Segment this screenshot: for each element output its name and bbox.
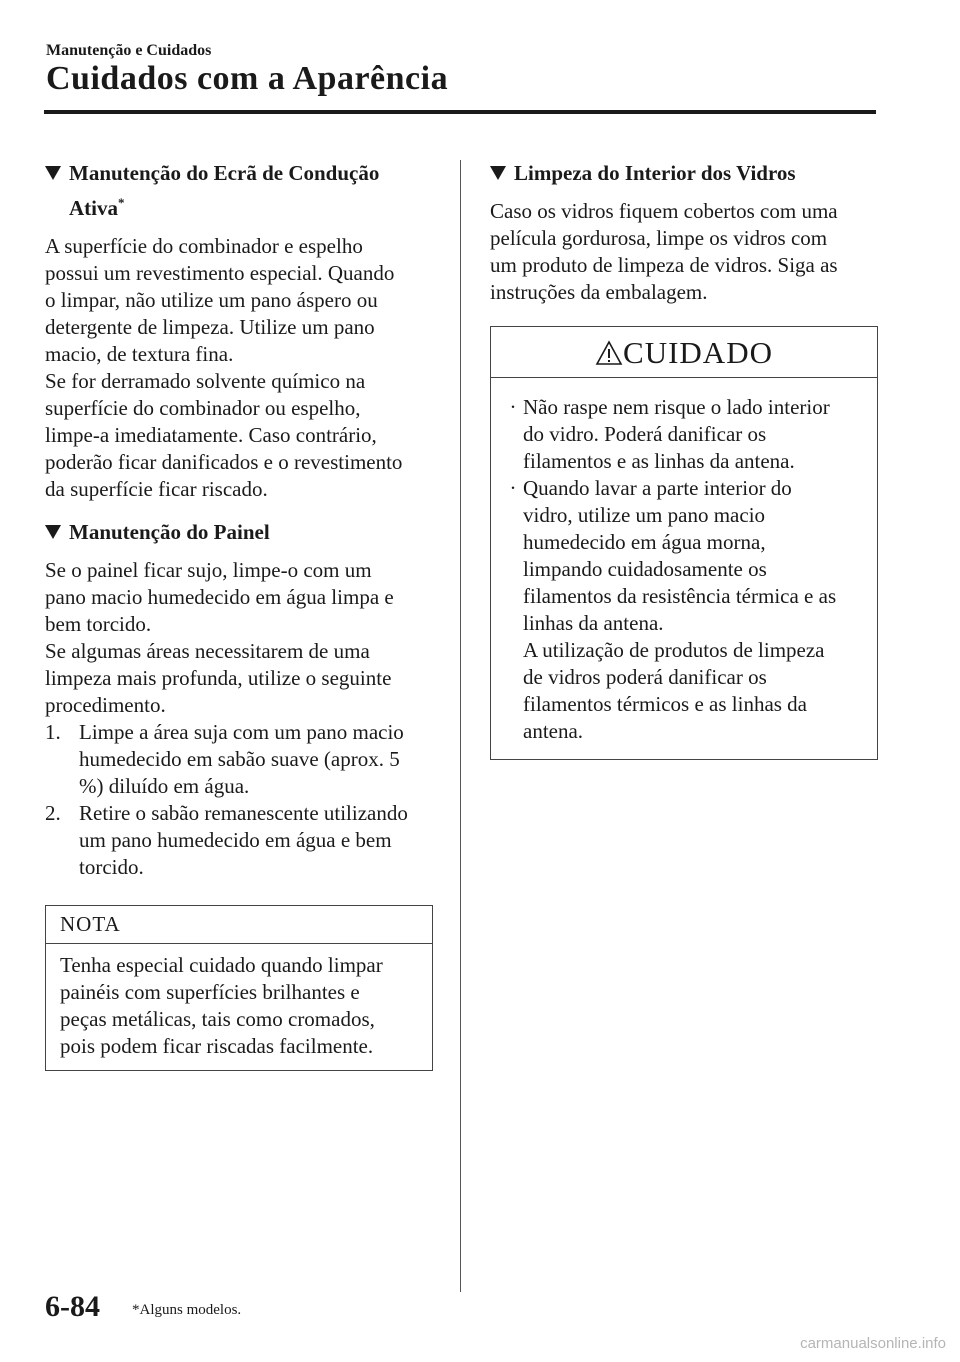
paragraph-window-cleaning bbox=[490, 198, 880, 306]
text-line: painéis com superfícies brilhantes e bbox=[60, 980, 360, 1004]
text-line: detergente de limpeza. Utilize um pano bbox=[45, 315, 375, 339]
chapter-title: Cuidados com a Aparência bbox=[46, 60, 449, 97]
triangle-bullet-icon bbox=[45, 525, 61, 539]
text-line: %) diluído em água. bbox=[79, 774, 250, 798]
text-line: humedecido em sabão suave (aprox. 5 bbox=[79, 747, 400, 771]
text-line: um pano humedecido em água e bem bbox=[79, 828, 392, 852]
caution-body bbox=[491, 378, 877, 759]
caution-box bbox=[490, 326, 878, 760]
text-line: antena. bbox=[523, 719, 584, 743]
list-item bbox=[503, 394, 863, 475]
text-line: Tenha especial cuidado quando limpar bbox=[60, 953, 383, 977]
text-line: possui um revestimento especial. Quando bbox=[45, 261, 395, 285]
asterisk-mark: * bbox=[118, 195, 125, 210]
text-line: macio, de textura fina. bbox=[45, 342, 234, 366]
heading-panel-care bbox=[45, 517, 435, 547]
heading-window-interior bbox=[490, 158, 880, 188]
text-line: linhas da antena. bbox=[523, 611, 664, 635]
column-divider bbox=[460, 160, 461, 1292]
text-line: filamentos térmicos e as linhas da bbox=[523, 692, 808, 716]
text-line: torcido. bbox=[79, 855, 144, 879]
text-line: limpeza mais profunda, utilize o seguinte bbox=[45, 666, 392, 690]
heading-text: Limpeza do Interior dos Vidros bbox=[514, 161, 796, 185]
step-number: 2. bbox=[45, 801, 61, 825]
text-line: filamentos da resistência térmica e as bbox=[523, 584, 837, 608]
header-rule bbox=[44, 110, 876, 114]
text-line: da superfície ficar riscado. bbox=[45, 477, 268, 501]
text-line: humedecido em água morna, bbox=[523, 530, 766, 554]
text-line: procedimento. bbox=[45, 693, 166, 717]
heading-text: Manutenção do Painel bbox=[69, 520, 270, 544]
text-line: pano macio humedecido em água limpa e bbox=[45, 585, 394, 609]
text-line: instruções da embalagem. bbox=[490, 280, 708, 304]
bullet-dot-icon: · bbox=[509, 395, 517, 419]
list-item bbox=[503, 475, 863, 745]
text-line: Limpe a área suja com um pano macio bbox=[79, 720, 404, 744]
watermark: carmanualsonline.info bbox=[800, 1335, 946, 1352]
text-line: limpe-a imediatamente. Caso contrário, bbox=[45, 423, 377, 447]
text-line: poderão ficar danificados e o revestimento bbox=[45, 450, 403, 474]
heading-active-driving-display bbox=[45, 158, 435, 223]
text-line: do vidro. Poderá danificar os bbox=[523, 422, 767, 446]
page-number: 6-84 bbox=[45, 1290, 100, 1323]
right-column bbox=[490, 158, 880, 760]
text-line: de vidros poderá danificar os bbox=[523, 665, 767, 689]
text-line: Se o painel ficar sujo, limpe-o com um bbox=[45, 558, 372, 582]
step-number: 1. bbox=[45, 720, 61, 744]
triangle-bullet-icon bbox=[490, 166, 506, 180]
text-line: Quando lavar a parte interior do bbox=[523, 476, 792, 500]
text-line: A superfície do combinador e espelho bbox=[45, 234, 363, 258]
text-line: Caso os vidros fiquem cobertos com uma bbox=[490, 199, 838, 223]
text-line: pois podem ficar riscadas facilmente. bbox=[60, 1034, 374, 1058]
paragraph-panel-care bbox=[45, 557, 435, 719]
text-line: bem torcido. bbox=[45, 612, 152, 636]
caution-title: CUIDADO bbox=[623, 335, 773, 370]
text-line: Se algumas áreas necessitarem de uma bbox=[45, 639, 370, 663]
text-line: limpando cuidadosamente os bbox=[523, 557, 767, 581]
heading-text: Manutenção do Ecrã de Condução Ativa bbox=[69, 161, 380, 220]
text-line: filamentos e as linhas da antena. bbox=[523, 449, 795, 473]
note-title: NOTA bbox=[46, 906, 432, 944]
left-column bbox=[45, 158, 435, 1071]
text-line: Se for derramado solvente químico na bbox=[45, 369, 366, 393]
text-line: superfície do combinador ou espelho, bbox=[45, 396, 361, 420]
footnote: *Alguns modelos. bbox=[132, 1302, 242, 1318]
triangle-bullet-icon bbox=[45, 166, 61, 180]
paragraph-combiner-care bbox=[45, 233, 435, 503]
text-line: peças metálicas, tais como cromados, bbox=[60, 1007, 375, 1031]
text-line: A utilização de produtos de limpeza bbox=[523, 638, 825, 662]
section-label: Manutenção e Cuidados bbox=[46, 42, 212, 59]
text-line: Não raspe nem risque o lado interior bbox=[523, 395, 830, 419]
text-line: Retire o sabão remanescente utilizando bbox=[79, 801, 408, 825]
procedure-steps bbox=[45, 719, 435, 881]
note-body bbox=[46, 944, 432, 1070]
bullet-dot-icon: · bbox=[509, 476, 517, 500]
list-item bbox=[45, 800, 435, 881]
list-item bbox=[45, 719, 435, 800]
text-line: película gordurosa, limpe os vidros com bbox=[490, 226, 828, 250]
text-line: vidro, utilize um pano macio bbox=[523, 503, 766, 527]
caution-header bbox=[491, 327, 877, 378]
text-line: o limpar, não utilize um pano áspero ou bbox=[45, 288, 378, 312]
note-box bbox=[45, 905, 433, 1071]
text-line: um produto de limpeza de vidros. Siga as bbox=[490, 253, 838, 277]
warning-triangle-icon bbox=[595, 340, 623, 366]
